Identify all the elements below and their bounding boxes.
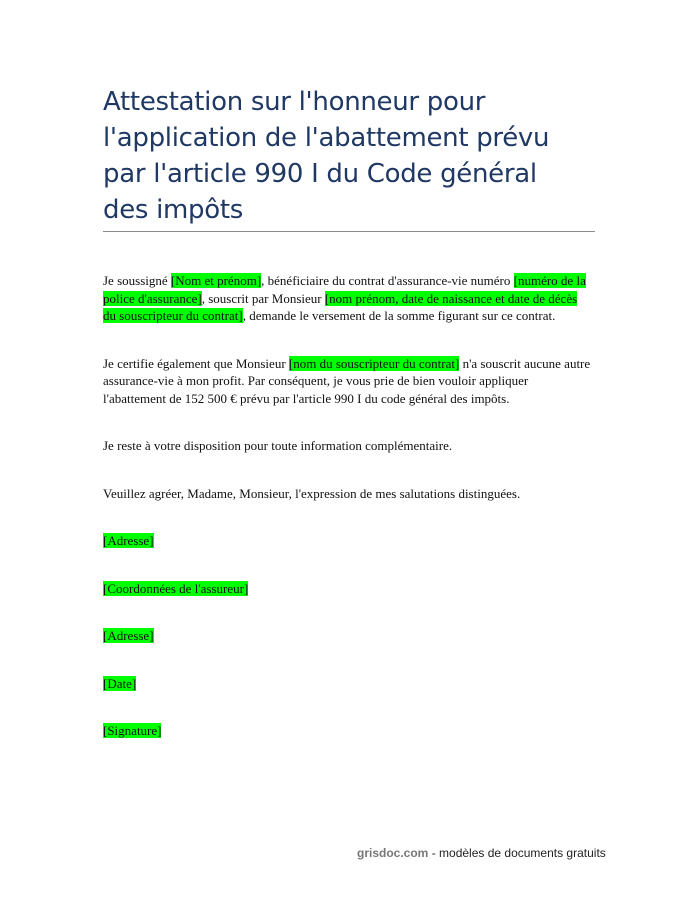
- paragraph: [103, 722, 591, 740]
- paragraph: [103, 627, 591, 645]
- placeholder-field: [Date]: [103, 675, 137, 691]
- paragraph: [103, 532, 591, 550]
- document-body: [103, 272, 591, 770]
- placeholder-field: [Coordonnées de l'assureur]: [103, 580, 249, 596]
- placeholder-field: [numéro de la police d'assurance]: [103, 273, 586, 306]
- paragraph: [103, 355, 591, 408]
- document-title: Attestation sur l'honneur pour l'application de l'abattement prévu par l'article 990 I du Code général des impôts: [103, 87, 550, 225]
- footer: [357, 846, 606, 860]
- placeholder-field: [Adresse]: [103, 533, 154, 548]
- paragraph: [103, 272, 591, 325]
- placeholder-field: [Nom et prénom]: [170, 273, 262, 288]
- text-run: Je reste à votre disposition pour toute information complémentaire.: [103, 438, 453, 453]
- text-run: , bénéficiaire du contrat d'assurance-vie numéro: [261, 273, 514, 288]
- paragraph: [103, 580, 591, 598]
- placeholder-field: [nom du souscripteur du contrat]: [288, 355, 460, 371]
- footer-brand: grisdoc.com: [357, 846, 429, 860]
- paragraph: [103, 437, 591, 455]
- placeholder-field: [Signature]: [103, 723, 162, 738]
- text-run: Je certifie également que Monsieur: [103, 355, 289, 371]
- text-run: Je soussigné: [103, 273, 171, 288]
- text-run: Veuillez agréer, Madame, Monsieur, l'expression de mes salutations distinguées.: [103, 485, 521, 501]
- text-run: , souscrit par Monsieur: [201, 290, 325, 306]
- text-run: , demande le versement de la somme figurant sur ce contrat.: [242, 308, 556, 323]
- title-divider: [103, 231, 595, 232]
- placeholder-field: [Adresse]: [103, 628, 154, 643]
- footer-tagline: - modèles de documents gratuits: [428, 846, 606, 860]
- paragraph: [103, 485, 591, 503]
- text-run: n'a souscrit aucune autre assurance-vie à mon profit. Par conséquent, je vous prie de bien vouloir appliquer l'abattement de 152 500 € prévu par l'article 990 I du code général des impôts.: [103, 355, 591, 406]
- paragraph: [103, 675, 591, 693]
- placeholder-field: [nom prénom, date de naissance et date de décès du souscripteur du contrat]: [103, 290, 578, 323]
